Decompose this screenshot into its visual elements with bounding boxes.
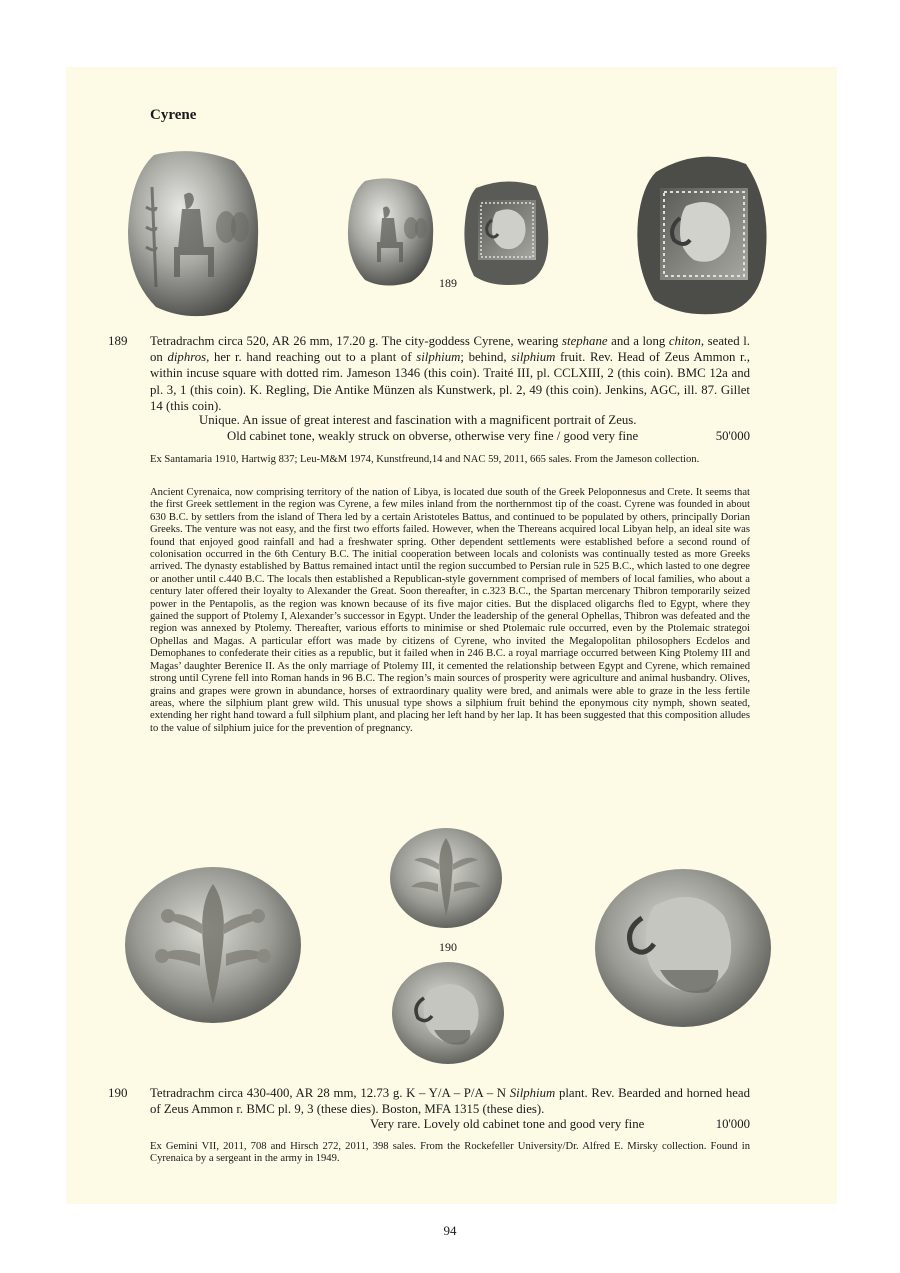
coin-190-obverse-large	[122, 864, 304, 1026]
section-title: Cyrene	[150, 107, 197, 123]
coin-190-label: 190	[439, 940, 457, 954]
page-number: 94	[443, 1223, 457, 1238]
lot-190-provenance: Ex Gemini VII, 2011, 708 and Hirsch 272, 2011, 398 sales. From the Rockefeller University/Dr. Alfred E. Mirsky collection. Found in Cyrenaica by a sergeant in the army in 1949.	[150, 1141, 750, 1165]
lot-189-essay: Ancient Cyrenaica, now comprising territory of the nation of Libya, is located due south of the Greek Peloponnesus and Crete. It seems that the first Greek settlement in the region was Cyrene, a few miles inland from the northernmost tip of the coast. Cyrene was founded in about 630 B.C. by settlers from the island of Thera led by a certain Aristoteles Battus, and continued to be populated by others, principally Dorian Greeks. The venture was not easy, and the first two efforts failed. However, when the Thereans acquired local Libyan help, an ideal site was found that enjoyed good rainfall and had a freshwater spring. Other dependent settlements were established before a second round of colonisation occurred in the 6th Century B.C. The initial cooperation between locals and colonists was continually tested as more Greeks arrived. The dynasty established by Battus remained intact until the region succumbed to Persian rule in 525 B.C., which lasted to one degree or another until c.440 B.C. The locals then established a Republican-style government comprised of members of local families, who about a century later offered their loyalty to Alexander the Great. Soon thereafter, in c.323 B.C., the Spartan mercenary Thibron temporarily seized power in the Pentapolis, as the region was known because of its five major cities. But the displaced oligarchs fled to Egypt, where they gained the support of Ptolemy I, Alexander’s successor in Egypt. Under the leadership of the general Ophellas, Thibron was defeated and the region was annexed by Ptolemy. Thereafter, various efforts to minimise or shed Ptolemaic rule occurred, even by the Ptolemaic strategoi Ophellas and Magas. A particular effort was made by citizens of Cyrene, who invited the Megalopolitan philosophers Ecdelos and Demophanes to confederate their cities as a republic, but it failed when in 246 B.C. a royal marriage occurred between King Ptolemy III and Magas’ daughter Berenice II. As the only marriage of Ptolemy III, it cemented the relationship between Egypt and Cyrene, which remained strong until Cyrene fell into Roman hands in 96 B.C. The region’s main sources of prosperity were agriculture and animal husbandry. Olives, grains and grapes were grown in abundance, horses of extraordinary quality were bred, and animals were able to graze in the less fertile areas, where the silphium plant grew wild. This unusual type shows a silphium fruit behind the eponymous city nymph, shown seated, extending her right hand toward a full silphium plant, and placing her left hand by her lap. It has been suggested that this composition alludes to the value of silphium juice for the prevention of pregnancy.	[150, 487, 750, 734]
lot-189-number: 189	[108, 333, 128, 348]
coin-190-obverse-small	[388, 826, 504, 930]
lot-190-number: 190	[108, 1085, 128, 1100]
lot-190-description: Tetradrachm circa 430-400, AR 28 mm, 12.73 g. K – Y/A – P/A – N Silphium plant. Rev. Bearded and horned head of Zeus Ammon r. BMC pl. 9, 3 (these dies). Boston, MFA 1315 (these dies).	[150, 1086, 750, 1117]
lot-189-rarity: Unique. An issue of great interest and fascination with a magnificent portrait of Zeus.	[199, 413, 637, 427]
coin-190-reverse-small	[390, 960, 506, 1066]
lot-190-estimate: 10'000	[715, 1117, 750, 1131]
lot-189-description: Tetradrachm circa 520, AR 26 mm, 17.20 g. The city-goddess Cyrene, wearing stephane and a long chiton, seated l. on diphros, her r. hand reaching out to a plant of silphium; behind, silphium fruit. Rev. Head of Zeus Ammon r., within incuse square with dotted rim. Jameson 1346 (this coin). Traité III, pl. CCLXIII, 2 (this coin). BMC 12a and pl. 3, 1 (this coin). K. Regling, Die Antike Münzen als Kunstwerk, pl. 2, 49 (this coin). Jenkins, AGC, ill. 87. Gillet 14 (this coin).	[150, 334, 750, 413]
coin-189-reverse-large	[634, 150, 770, 318]
lot-190-grade: Very rare. Lovely old cabinet tone and good very fine	[370, 1117, 645, 1131]
coin-189-label: 189	[439, 276, 457, 290]
lot-189-estimate: 50'000	[715, 429, 750, 443]
coin-189-obverse-large	[124, 147, 262, 319]
lot-189-grade: Old cabinet tone, weakly struck on obverse, otherwise very fine / good very fine	[227, 429, 639, 443]
coin-190-reverse-large	[592, 866, 774, 1030]
lot-189-provenance: Ex Santamaria 1910, Hartwig 837; Leu-M&M 1974, Kunstfreund,14 and NAC 59, 2011, 665 sales. From the Jameson collection.	[150, 454, 700, 465]
coin-189-reverse-small	[462, 176, 550, 288]
coin-189-obverse-small	[345, 176, 435, 288]
